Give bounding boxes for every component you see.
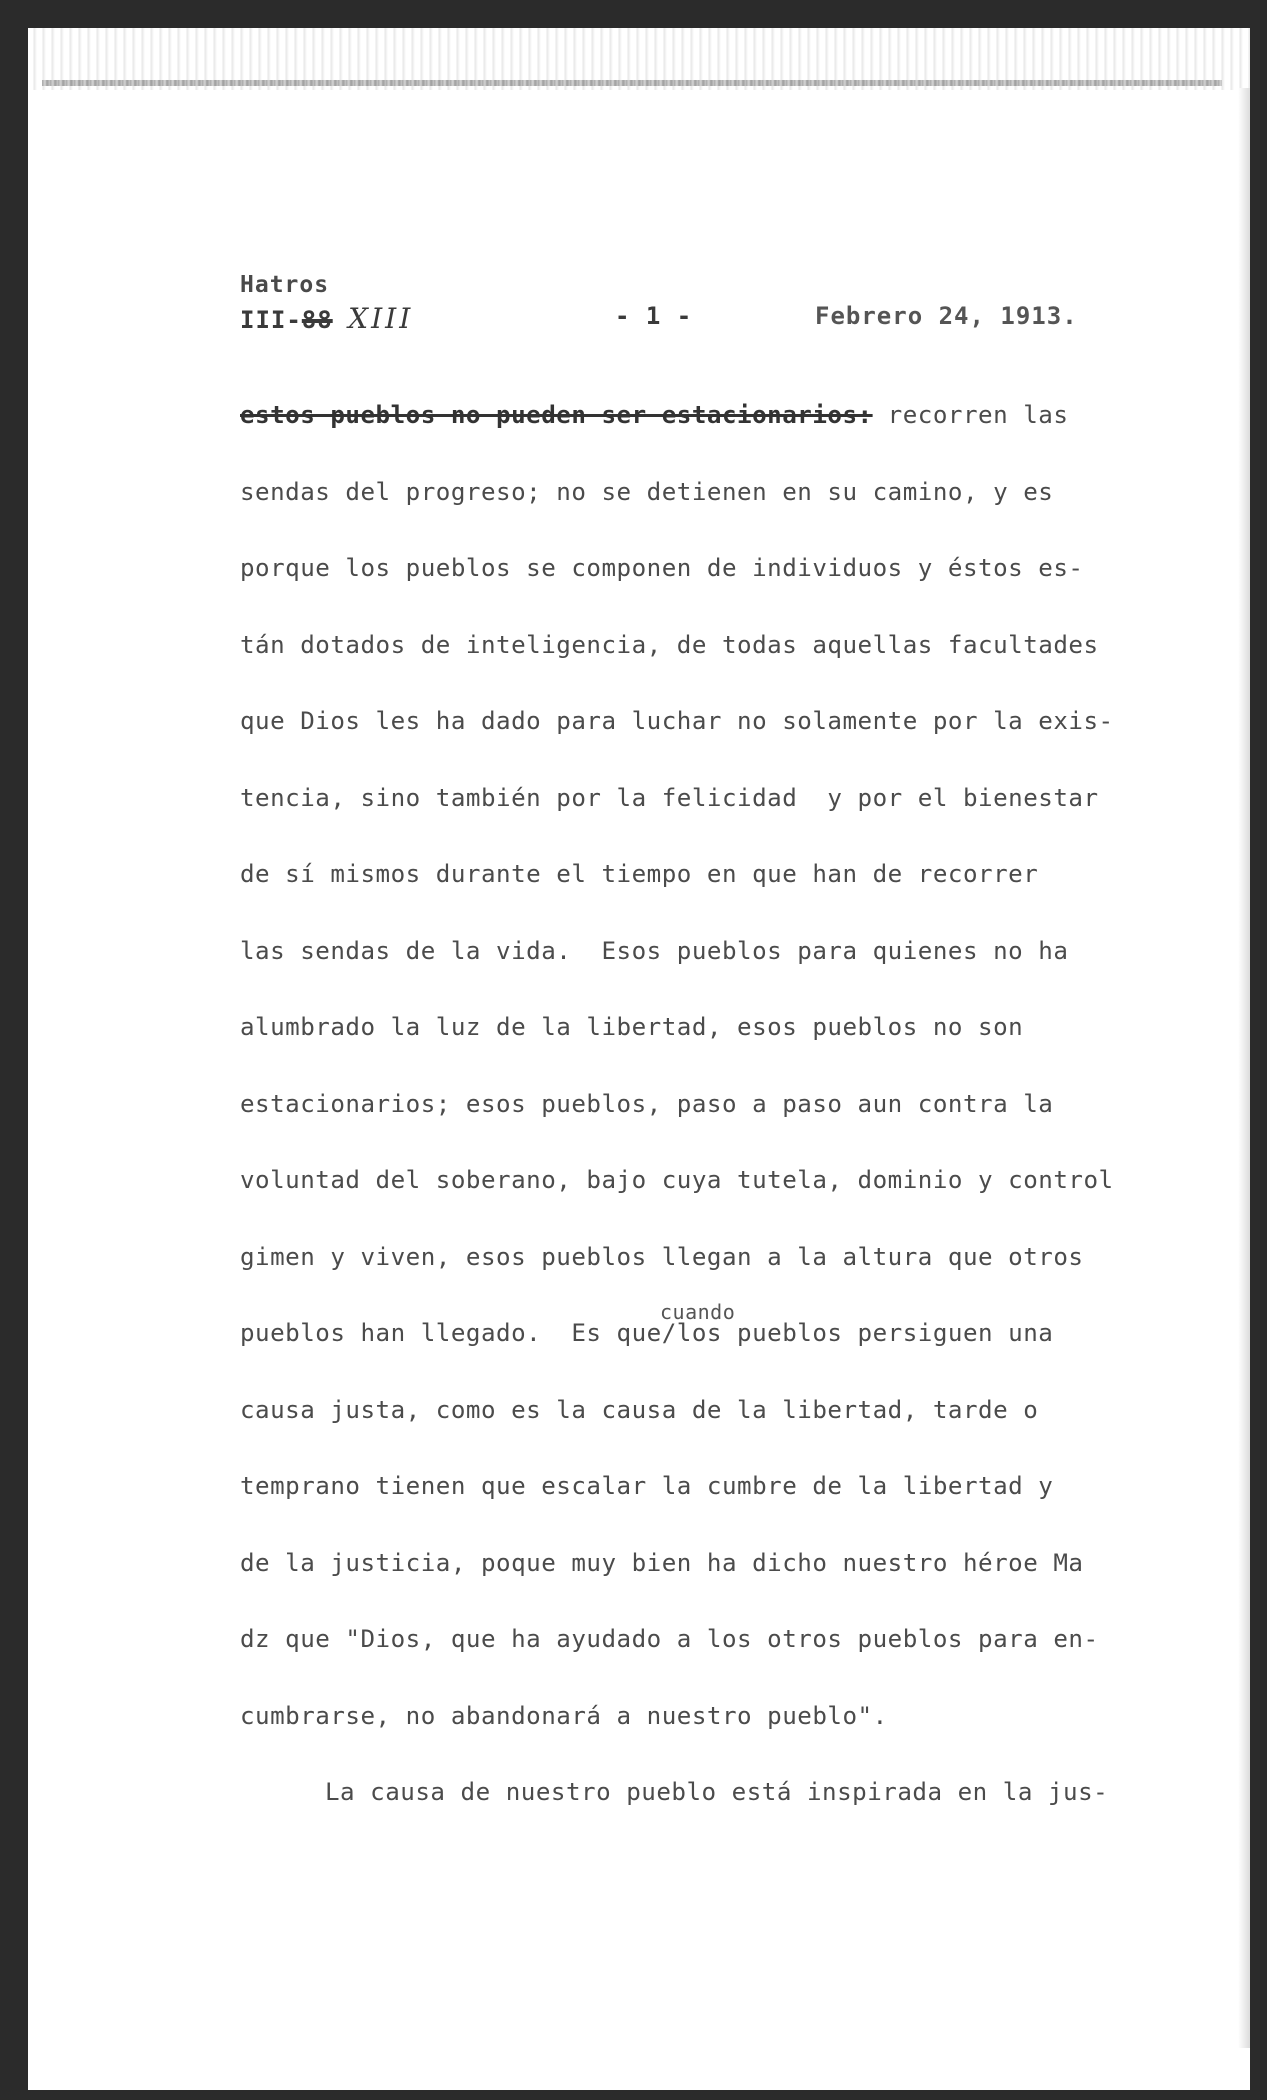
interlinear-insertion: cuando [660,1300,736,1324]
page-number: - 1 - [615,302,693,330]
body-line: estacionarios; esos pueblos, paso a paso aun contra la [240,1089,1054,1118]
header-label: Hatros [240,272,330,298]
body-line: tencia, sino también por la felicidad y por el bienestar [240,783,1099,812]
body-line: sendas del progreso; no se detienen en su camino, y es [240,477,1054,506]
body-line: de sí mismos durante el tiempo en que han de recorrer [240,860,1039,888]
body-line: tán dotados de inteligencia, de todas aquellas facultades [240,630,1099,659]
body-text [240,400,1160,1854]
header-date: Febrero 24, 1913. [815,302,1078,330]
page-edge-shadow [1238,88,1250,2048]
body-line-paragraph-start: La causa de nuestro pueblo está inspirada en la jus- [325,1778,1109,1806]
header-ref-handwritten: XIII [348,302,414,335]
body-line: porque los pueblos se componen de individuos y éstos es- [240,554,1084,582]
body-line: cumbrarse, no abandonará a nuestro pueblo". [240,1701,888,1730]
body-line: las sendas de la vida. Esos pueblos para quienes no ha [240,936,1069,965]
body-line-first [240,400,1160,477]
body-line: voluntad del soberano, bajo cuya tutela, dominio y control [240,1166,1114,1194]
body-line: de la justicia, poque muy bien ha dicho nuestro héroe Ma [240,1548,1084,1577]
header-ref-typed: III- [240,306,302,334]
header-ref-struck: 88 [301,306,333,334]
body-line: dz que "Dios, que ha ayudado a los otros pueblos para en- [240,1625,1099,1653]
scan-artifact-line [42,80,1222,86]
body-line: temprano tienen que escalar la cumbre de la libertad y [240,1472,1054,1500]
header-reference [240,302,413,335]
body-line: pueblos han llegado. Es que/los pueblos persiguen una [240,1319,1054,1347]
body-line: gimen y viven, esos pueblos llegan a la altura que otros [240,1242,1084,1271]
first-line-rest: recorren las [872,401,1069,429]
struck-text: estos pueblos no pueden ser estacionarios: [240,401,873,429]
body-line: alumbrado la luz de la libertad, esos pueblos no son [240,1013,1024,1041]
body-line: que Dios les ha dado para luchar no solamente por la exis- [240,707,1114,735]
body-line: causa justa, como es la causa de la libertad, tarde o [240,1395,1039,1424]
